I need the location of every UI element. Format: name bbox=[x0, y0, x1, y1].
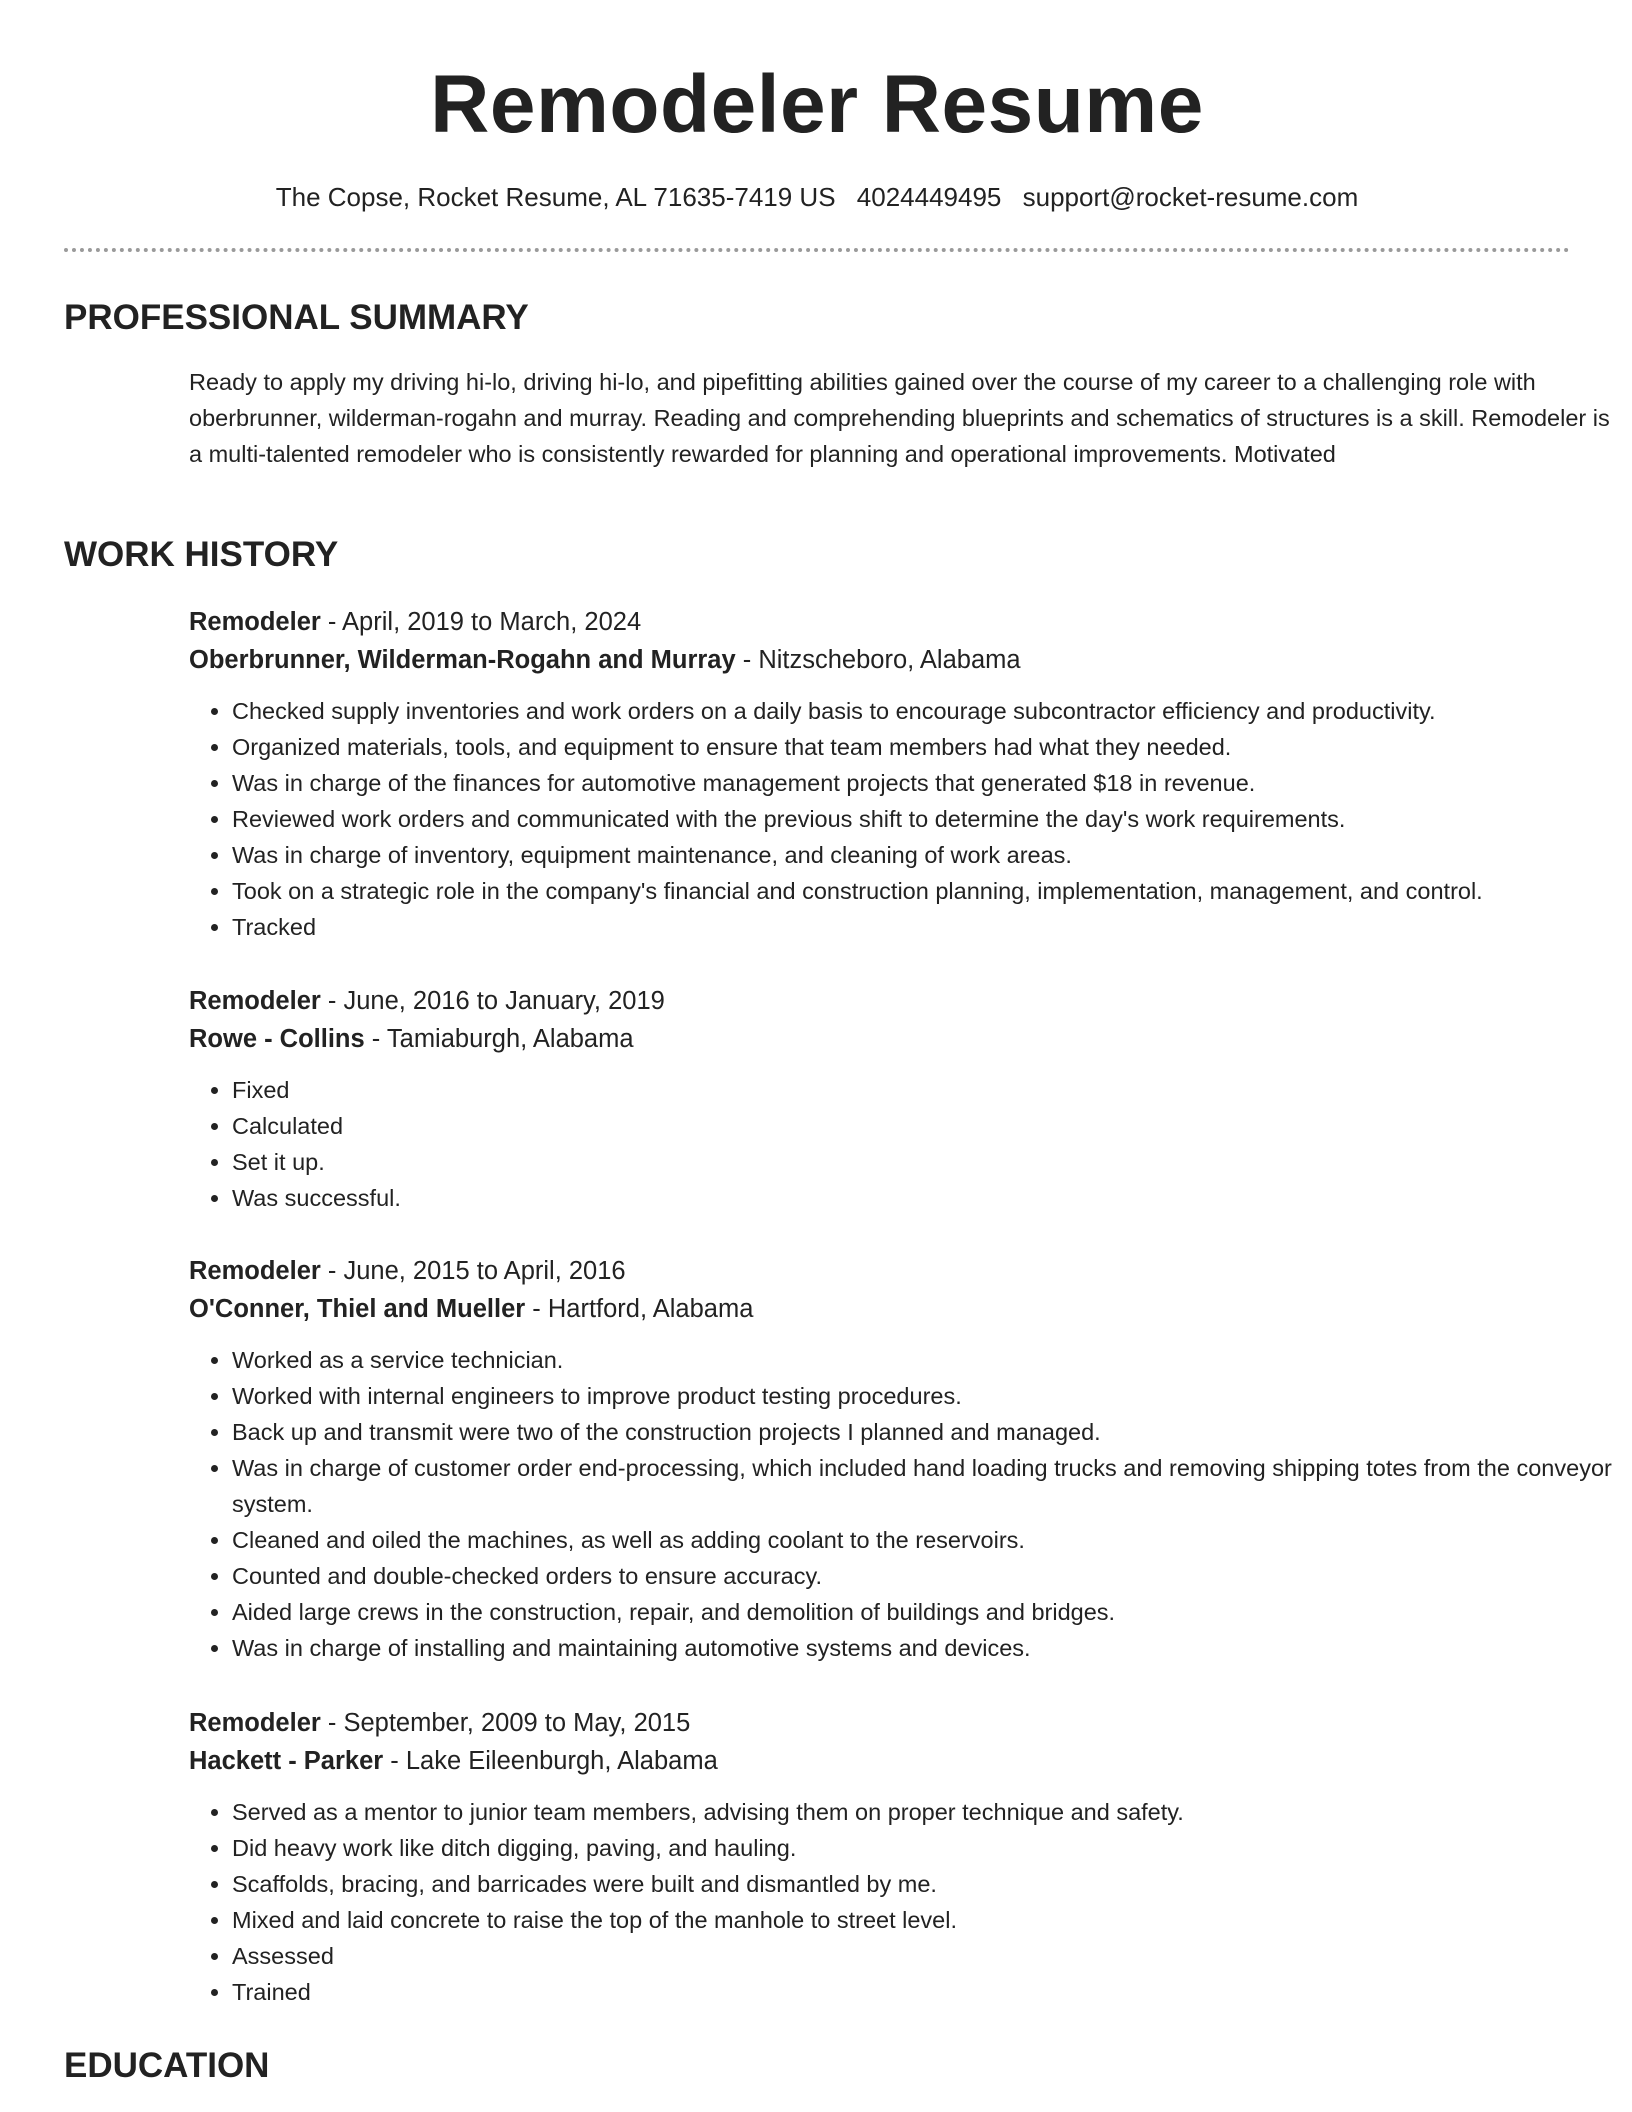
resume-page bbox=[64, 0, 1612, 2085]
job-dates: - June, 2016 to January, 2019 bbox=[320, 987, 665, 1015]
job-duties bbox=[189, 1342, 1629, 1666]
job-duties bbox=[189, 1794, 1629, 2010]
job-location: - Hartford, Alabama bbox=[525, 1295, 754, 1323]
job-dates: - April, 2019 to March, 2024 bbox=[320, 608, 642, 636]
duty-item: • Mixed and laid concrete to raise the top of the manhole to street level. bbox=[232, 1902, 1629, 1938]
job-entry bbox=[189, 605, 1629, 945]
job-duties bbox=[189, 693, 1629, 945]
duty-item: • Worked with internal engineers to improve product testing procedures. bbox=[232, 1378, 1629, 1414]
duty-item: • Trained bbox=[232, 1974, 1629, 2010]
job-title-line bbox=[189, 605, 1629, 639]
contact-email: support@rocket-resume.com bbox=[1022, 182, 1359, 212]
duty-item: • Worked as a service technician. bbox=[232, 1342, 1629, 1378]
job-dates: - June, 2015 to April, 2016 bbox=[320, 1257, 626, 1285]
duty-item: • Took on a strategic role in the company's financial and construction planning, implementation, management, and control. bbox=[232, 873, 1629, 909]
duty-item: • Scaffolds, bracing, and barricades were built and dismantled by me. bbox=[232, 1866, 1629, 1902]
summary-section bbox=[189, 364, 1629, 472]
job-title-line bbox=[189, 1254, 1629, 1288]
duty-item: • Reviewed work orders and communicated with the previous shift to determine the day's work requirements. bbox=[232, 801, 1629, 837]
job-entry bbox=[189, 1254, 1629, 1666]
job-title-line bbox=[189, 984, 1629, 1018]
duty-item: • Was in charge of the finances for automotive management projects that generated $18 in revenue. bbox=[232, 765, 1629, 801]
job-entry bbox=[189, 984, 1629, 1216]
job-company: Rowe - Collins bbox=[189, 1025, 365, 1053]
job-title-line bbox=[189, 1706, 1629, 1740]
job-title: Remodeler bbox=[189, 1257, 321, 1285]
duty-item: • Organized materials, tools, and equipment to ensure that team members had what they needed. bbox=[232, 729, 1629, 765]
duty-item: • Back up and transmit were two of the construction projects I planned and managed. bbox=[232, 1414, 1629, 1450]
job-location: - Tamiaburgh, Alabama bbox=[364, 1025, 634, 1053]
header-divider bbox=[64, 248, 1570, 252]
job-location: - Lake Eileenburgh, Alabama bbox=[383, 1747, 718, 1775]
duty-item: • Assessed bbox=[232, 1938, 1629, 1974]
duty-item: • Did heavy work like ditch digging, paving, and hauling. bbox=[232, 1830, 1629, 1866]
duty-item: • Fixed bbox=[232, 1072, 1629, 1108]
duty-item: • Aided large crews in the construction, repair, and demolition of buildings and bridges. bbox=[232, 1594, 1629, 1630]
summary-text: Ready to apply my driving hi-lo, driving hi-lo, and pipefitting abilities gained over the course of my career to a challenging role with oberbrunner, wilderman-rogahn and murray. Reading and comprehending blueprints and schematics of structures is a skill. Remodeler is a multi-talented remodeler who is consistently rewarded for planning and operational improvements. Motivated bbox=[189, 369, 1610, 467]
duty-item: • Cleaned and oiled the machines, as well as adding coolant to the reservoirs. bbox=[232, 1522, 1629, 1558]
education-heading: EDUCATION bbox=[64, 2046, 270, 2085]
duty-item: • Calculated bbox=[232, 1108, 1629, 1144]
job-company-line bbox=[189, 643, 1629, 677]
duty-item: • Was in charge of inventory, equipment maintenance, and cleaning of work areas. bbox=[232, 837, 1629, 873]
duty-item: • Tracked bbox=[232, 909, 1629, 945]
job-company-line bbox=[189, 1022, 1629, 1056]
job-title: Remodeler bbox=[189, 608, 321, 636]
job-company-line bbox=[189, 1292, 1629, 1326]
duty-item: • Checked supply inventories and work orders on a daily basis to encourage subcontractor efficiency and productivity. bbox=[232, 693, 1629, 729]
job-title: Remodeler bbox=[189, 1709, 321, 1737]
job-duties bbox=[189, 1072, 1629, 1216]
contact-info bbox=[64, 180, 1570, 214]
contact-phone: 4024449495 bbox=[856, 182, 1002, 212]
duty-item: • Was successful. bbox=[232, 1180, 1629, 1216]
job-title: Remodeler bbox=[189, 987, 321, 1015]
job-location: - Nitzscheboro, Alabama bbox=[735, 646, 1021, 674]
job-company: O'Conner, Thiel and Mueller bbox=[189, 1295, 526, 1323]
duty-item: • Counted and double-checked orders to ensure accuracy. bbox=[232, 1558, 1629, 1594]
job-company: Oberbrunner, Wilderman-Rogahn and Murray bbox=[189, 646, 736, 674]
duty-item: • Was in charge of installing and maintaining automotive systems and devices. bbox=[232, 1630, 1629, 1666]
summary-heading: PROFESSIONAL SUMMARY bbox=[64, 298, 529, 337]
duty-item: • Set it up. bbox=[232, 1144, 1629, 1180]
job-dates: - September, 2009 to May, 2015 bbox=[320, 1709, 691, 1737]
job-entry bbox=[189, 1706, 1629, 2010]
resume-title: Remodeler Resume bbox=[430, 59, 1204, 150]
duty-item: • Was in charge of customer order end-processing, which included hand loading trucks and removing shipping totes from the conveyor system. bbox=[232, 1450, 1629, 1522]
job-company: Hackett - Parker bbox=[189, 1747, 384, 1775]
job-company-line bbox=[189, 1744, 1629, 1778]
contact-address: The Copse, Rocket Resume, AL 71635-7419 US bbox=[275, 182, 836, 212]
work-history-heading: WORK HISTORY bbox=[64, 535, 339, 574]
duty-item: • Served as a mentor to junior team members, advising them on proper technique and safety. bbox=[232, 1794, 1629, 1830]
